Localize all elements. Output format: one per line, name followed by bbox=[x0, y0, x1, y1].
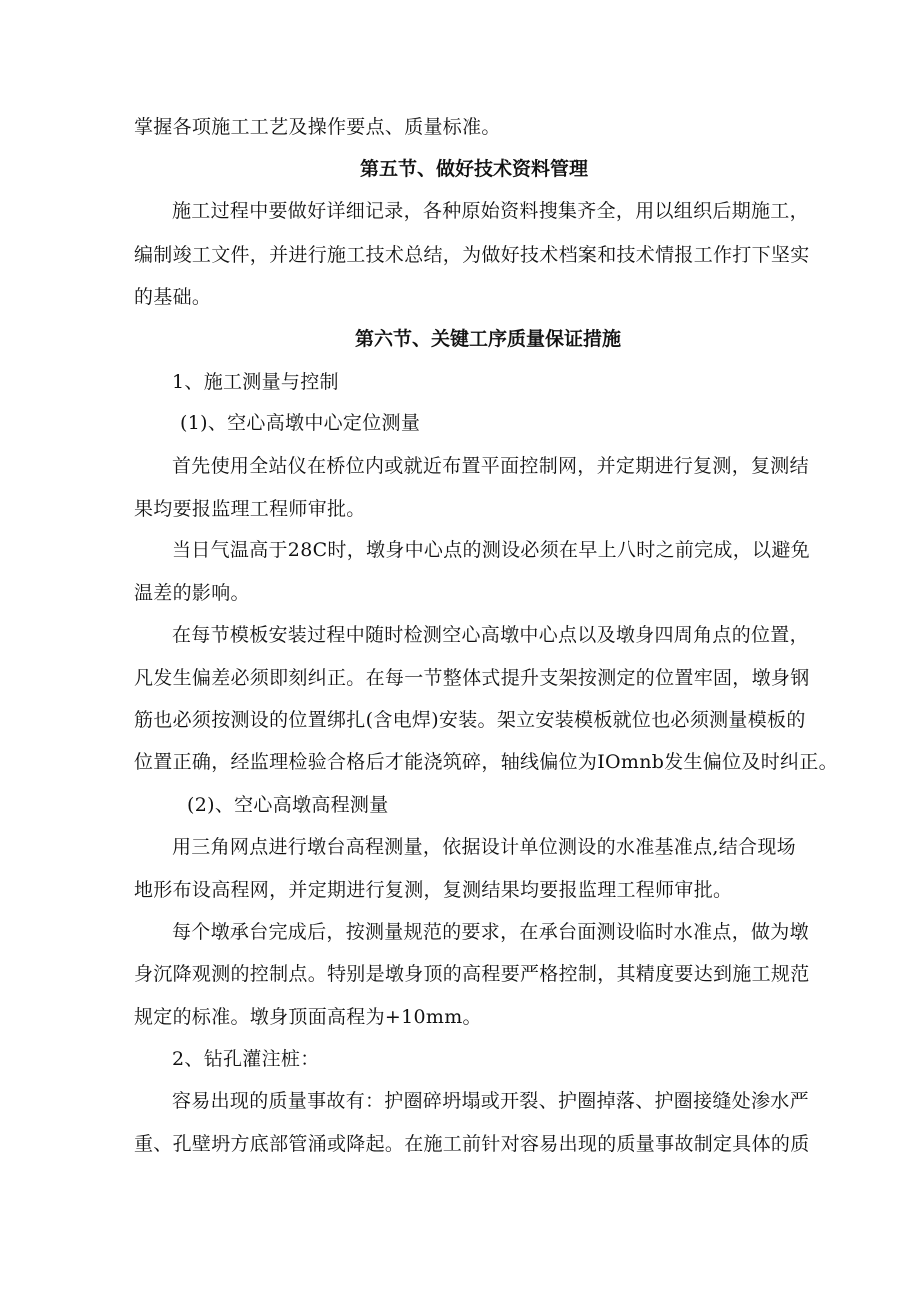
text-line: 每个墩承台完成后，按测量规范的要求，在承台面测设临时水准点，做为墩 bbox=[172, 921, 809, 943]
text-line: 2、钻孔灌注桩： bbox=[172, 1048, 320, 1070]
text-line: 重、孔壁坍方底部管涌或降起。在施工前针对容易出现的质量事故制定具体的质 bbox=[134, 1133, 810, 1155]
text-line: 位置正确，经监理检验合格后才能浇筑碎，轴线偏位为IOmnb发生偏位及时纠正。 bbox=[134, 751, 838, 773]
text-line: 果均要报监理工程师审批。 bbox=[134, 498, 366, 520]
text-line: 编制竣工文件，并进行施工技术总结，为做好技术档案和技术情报工作打下坚实 bbox=[134, 244, 810, 266]
text-line: 掌握各项施工工艺及操作要点、质量标准。 bbox=[134, 116, 501, 138]
text-line: 首先使用全站仪在桥位内或就近布置平面控制网，并定期进行复测，复测结 bbox=[172, 455, 809, 477]
text-line: 用三角网点进行墩台高程测量，依据设计单位测设的水准基准点,结合现场 bbox=[172, 836, 796, 858]
text-line: 1、施工测量与控制 bbox=[172, 371, 339, 393]
text-line: 温差的影响。 bbox=[134, 582, 250, 604]
text-line: 地形布设高程网，并定期进行复测，复测结果均要报监理工程师审批。 bbox=[134, 879, 733, 901]
text-line: 容易出现的质量事故有：护圈碎坍塌或开裂、护圈掉落、护圈接缝处渗水严 bbox=[172, 1090, 809, 1112]
section-heading: 第六节、关键工序质量保证措施 bbox=[354, 328, 621, 350]
text-line: 凡发生偏差必须即刻纠正。在每一节整体式提升支架按测定的位置牢固，墩身钢 bbox=[134, 667, 810, 689]
text-line: (2)、空心高墩高程测量 bbox=[187, 794, 389, 816]
text-line: 身沉降观测的控制点。特别是墩身顶的高程要严格控制，其精度要达到施工规范 bbox=[134, 963, 810, 985]
text-line: 施工过程中要做好详细记录，各种原始资料搜集齐全，用以组织后期施工， bbox=[172, 200, 809, 222]
section-heading: 第五节、做好技术资料管理 bbox=[359, 158, 588, 180]
text-line: 规定的标准。墩身顶面高程为+10mm。 bbox=[134, 1006, 482, 1028]
text-line: 在每节模板安装过程中随时检测空心高墩中心点以及墩身四周角点的位置， bbox=[172, 624, 809, 646]
text-line: (1)、空心高墩中心定位测量 bbox=[180, 412, 421, 434]
text-line: 筋也必须按测设的位置绑扎(含电焊)安装。架立安装模板就位也必须测量模板的 bbox=[134, 709, 806, 731]
text-line: 的基础。 bbox=[134, 286, 212, 308]
text-line: 当日气温高于28C时，墩身中心点的测设必须在早上八时之前完成，以避免 bbox=[172, 539, 810, 561]
